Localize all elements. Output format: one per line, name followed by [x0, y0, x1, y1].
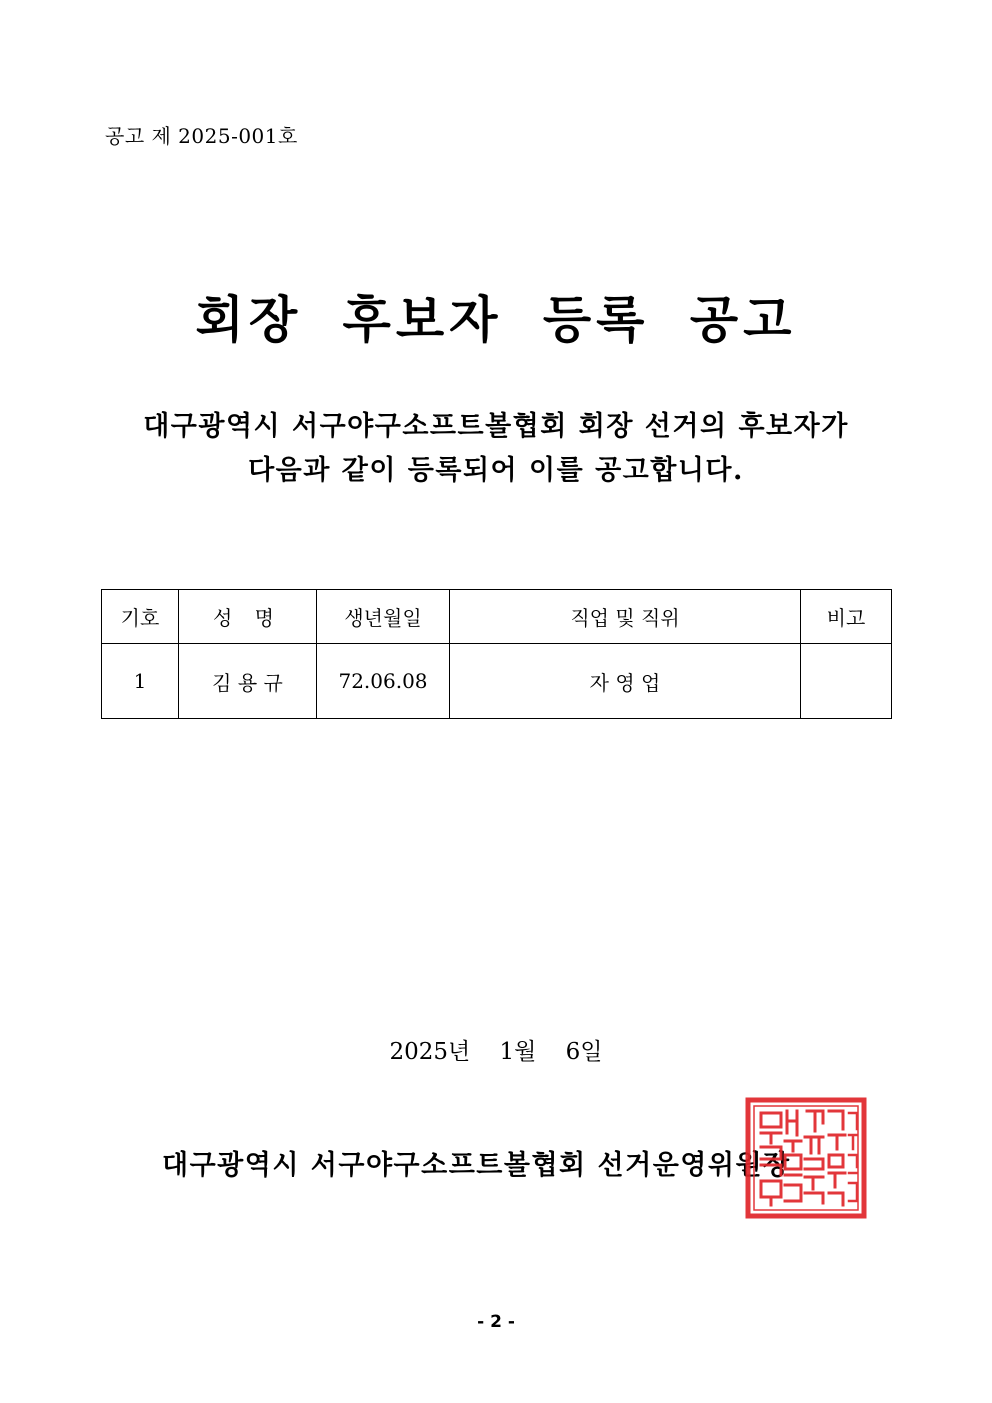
table-header-row [102, 590, 892, 644]
cell-birthdate: 72.06.08 [317, 644, 450, 719]
candidate-table [101, 589, 892, 719]
intro-line-2: 다음과 같이 등록되어 이를 공고합니다. [248, 455, 744, 486]
official-seal [745, 1097, 867, 1219]
cell-remarks [801, 644, 892, 719]
cell-name: 김 용 규 [179, 644, 317, 719]
notice-number: 공고 제 2025-001호 [105, 124, 298, 148]
page-number: - 2 - [477, 1312, 515, 1332]
intro-paragraph [0, 405, 992, 493]
notice-date: 2025년 1월 6일 [389, 1039, 603, 1065]
header-number: 기호 [102, 590, 179, 644]
intro-line-1: 대구광역시 서구야구소프트볼협회 회장 선거의 후보자가 [143, 411, 849, 442]
signer-title: 대구광역시 서구야구소프트볼협회 선거운영위원장 [162, 1150, 791, 1181]
cell-number: 1 [102, 644, 179, 719]
header-birthdate: 생년월일 [317, 590, 450, 644]
table-row [102, 644, 892, 719]
cell-occupation: 자 영 업 [450, 644, 801, 719]
header-name: 성 명 [179, 590, 317, 644]
header-remarks: 비고 [801, 590, 892, 644]
header-occupation: 직업 및 직위 [450, 590, 801, 644]
page-title: 회장 후보자 등록 공고 [195, 290, 797, 349]
